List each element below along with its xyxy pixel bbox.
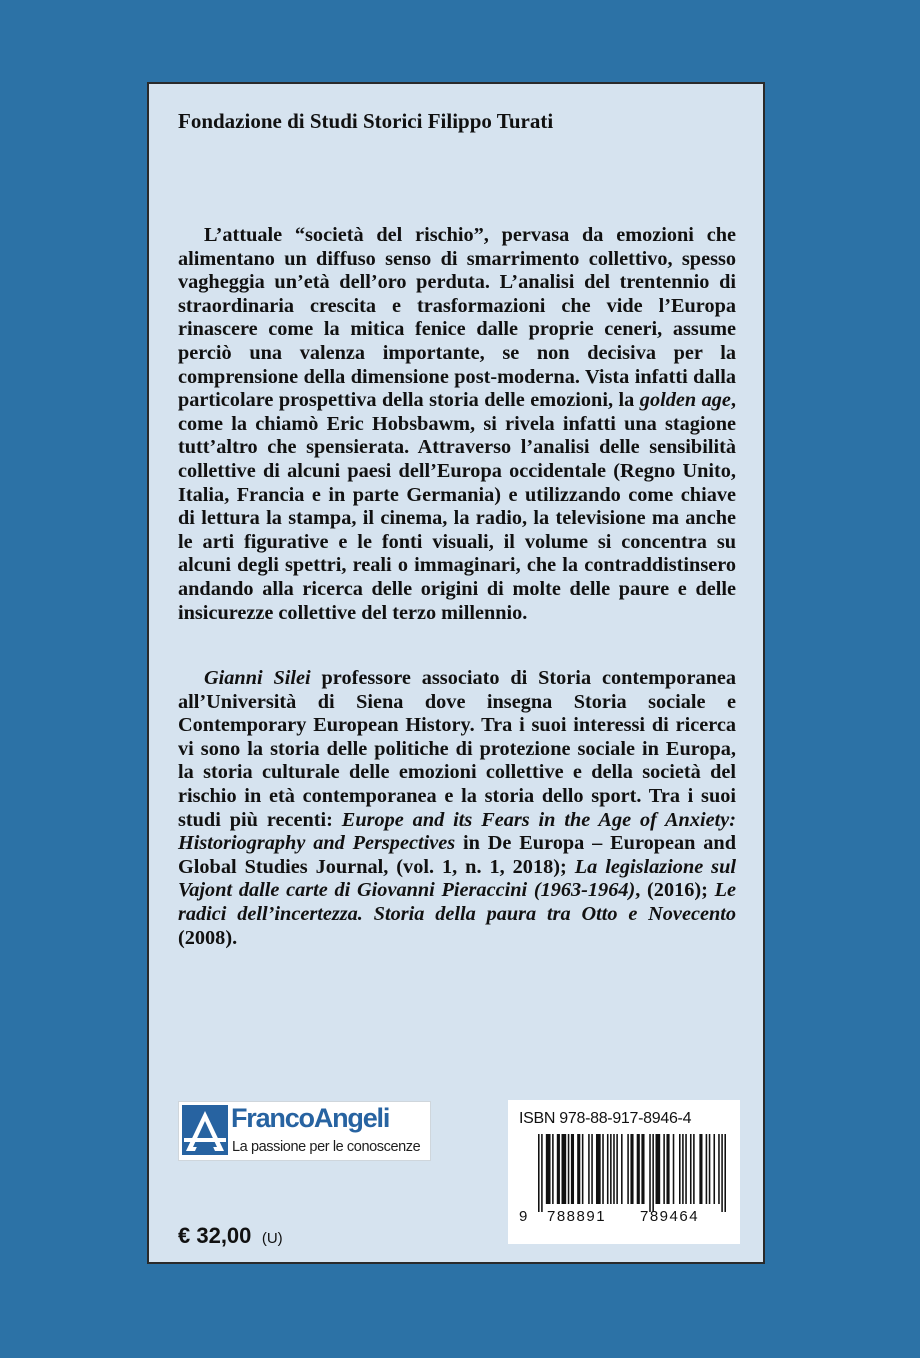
barcode-bar	[607, 1134, 609, 1204]
barcode-bar	[588, 1134, 590, 1204]
isbn-digits-first: 9	[519, 1208, 529, 1225]
barcode-bar	[571, 1134, 574, 1204]
barcode-bar	[602, 1134, 604, 1204]
barcode-bar	[552, 1134, 554, 1204]
barcode-bar	[693, 1134, 695, 1204]
barcode-bar	[663, 1134, 665, 1204]
italic-text-segment: Gianni Silei	[204, 667, 311, 689]
barcode-bar	[649, 1134, 651, 1212]
isbn-digits-right: 789464	[640, 1208, 700, 1225]
barcode-bar	[673, 1134, 675, 1204]
italic-text-segment: La legislazione sul Vajont dalle carte di Giovanni Pieraccini (1963-1964)	[178, 855, 736, 902]
barcode-bar	[652, 1134, 654, 1212]
barcode-bar	[616, 1134, 618, 1204]
barcode-bar	[685, 1134, 687, 1204]
price	[178, 1223, 283, 1249]
barcode-bar	[596, 1134, 601, 1204]
barcode-bar	[724, 1134, 726, 1212]
description-paragraph	[178, 224, 736, 625]
publisher-logo-icon	[182, 1105, 228, 1155]
barcode-bar	[690, 1134, 692, 1204]
isbn-digits-left: 788891	[547, 1208, 607, 1225]
barcode-bar	[656, 1134, 661, 1204]
barcode-bar	[630, 1134, 633, 1204]
italic-text-segment: Europe and its Fears in the Age of Anxiety: Historiography and Perspectives	[178, 808, 736, 855]
barcode-bar	[706, 1134, 708, 1204]
text-segment: , come la chiamò Eric Hobsbawm, si rivela infatti una stagione tutt’altro che spensierata. Attraverso l’analisi delle sensibilità collettive di alcuni paesi dell’Europa occidentale (Regno Unito, Italia, Francia e in parte Germania) e utilizzando come chiave di lettura la stampa, il cinema, la radio, la televisione ma anche le arti figurative e le fonti visuali, il volume si concentra su alcuni degli spettri, reali o immaginari, che la contraddistinsero andando alla ricerca delle origini di molte delle paure e delle insicurezze collettive del terzo millennio.	[178, 389, 736, 624]
barcode-bar	[582, 1134, 584, 1204]
barcode-bar	[577, 1134, 580, 1204]
barcode-bar	[718, 1134, 720, 1204]
barcode-bar	[557, 1134, 560, 1204]
barcode-bar	[713, 1134, 715, 1204]
text-segment: professore associato di Storia contemporanea all’Università di Siena dove insegna Storia sociale e Contemporary European History. Tra i suoi interessi di ricerca vi sono la storia delle politiche di protezione sociale in Europa, la storia culturale delle emozioni collettive e della società del rischio in età contemporanea e la storia dello sport. Tra i suoi studi più recenti:	[178, 667, 737, 831]
barcode-bar	[568, 1134, 570, 1204]
barcode-bar	[666, 1134, 669, 1204]
text-segment: , (2016);	[635, 879, 715, 902]
barcode-bar	[613, 1134, 615, 1204]
italic-text-segment: Le radici dell’incertezza. Storia della paura tra Otto e Novecento	[178, 879, 736, 925]
barcode-bar	[721, 1134, 723, 1212]
barcode-bar	[709, 1134, 711, 1204]
publisher-logo-tagline: La passione per le conoscenze	[232, 1139, 421, 1155]
publisher-logo	[178, 1101, 431, 1161]
barcode-bar	[610, 1134, 612, 1204]
barcode-bar	[641, 1134, 644, 1204]
text-segment: in De Europa – European and Global Studies Journal, (vol. 1, n. 1, 2018);	[178, 832, 736, 878]
barcode-bar	[562, 1134, 567, 1204]
price-amount: € 32,00	[178, 1223, 252, 1248]
text-segment: L’attuale “società del rischio”, pervasa da emozioni che alimentano un diffuso senso di smarrimento collettivo, spesso vagheggia un’età dell’oro perduta. L’analisi del trentennio di straordinaria crescita e trasformazioni che vide l’Europa rinascere come la mitica fenice dalle proprie ceneri, assume perciò una valenza importante, se non decisiva per la comprensione della dimensione post-moderna. Vista infatti dalla particolare prospettiva della storia delle emozioni, la	[178, 224, 736, 412]
isbn-barcode-box	[508, 1100, 740, 1244]
barcode-bar	[637, 1134, 640, 1204]
author-bio	[178, 667, 736, 950]
italic-text-segment: golden age	[639, 389, 731, 412]
text-segment: (2008).	[178, 926, 238, 949]
price-code: (U)	[261, 1230, 283, 1247]
barcode-bar	[546, 1134, 551, 1204]
barcode-bar	[538, 1134, 540, 1212]
author-bio-paragraph	[178, 667, 736, 950]
book-description	[178, 224, 736, 625]
barcode-bar	[621, 1134, 623, 1204]
back-cover-panel	[147, 82, 765, 1264]
barcode-bar	[699, 1134, 702, 1204]
barcode-bar	[682, 1134, 684, 1204]
publisher-series-heading: Fondazione di Studi Storici Filippo Turati	[178, 109, 554, 133]
barcode-bar	[627, 1134, 629, 1204]
publisher-logo-brand: FrancoAngeli	[231, 1103, 390, 1133]
barcode-bar	[541, 1134, 543, 1212]
barcode-bar	[679, 1134, 681, 1204]
isbn-label: ISBN 978-88-917-8946-4	[519, 1110, 692, 1127]
barcode-bar	[591, 1134, 593, 1204]
